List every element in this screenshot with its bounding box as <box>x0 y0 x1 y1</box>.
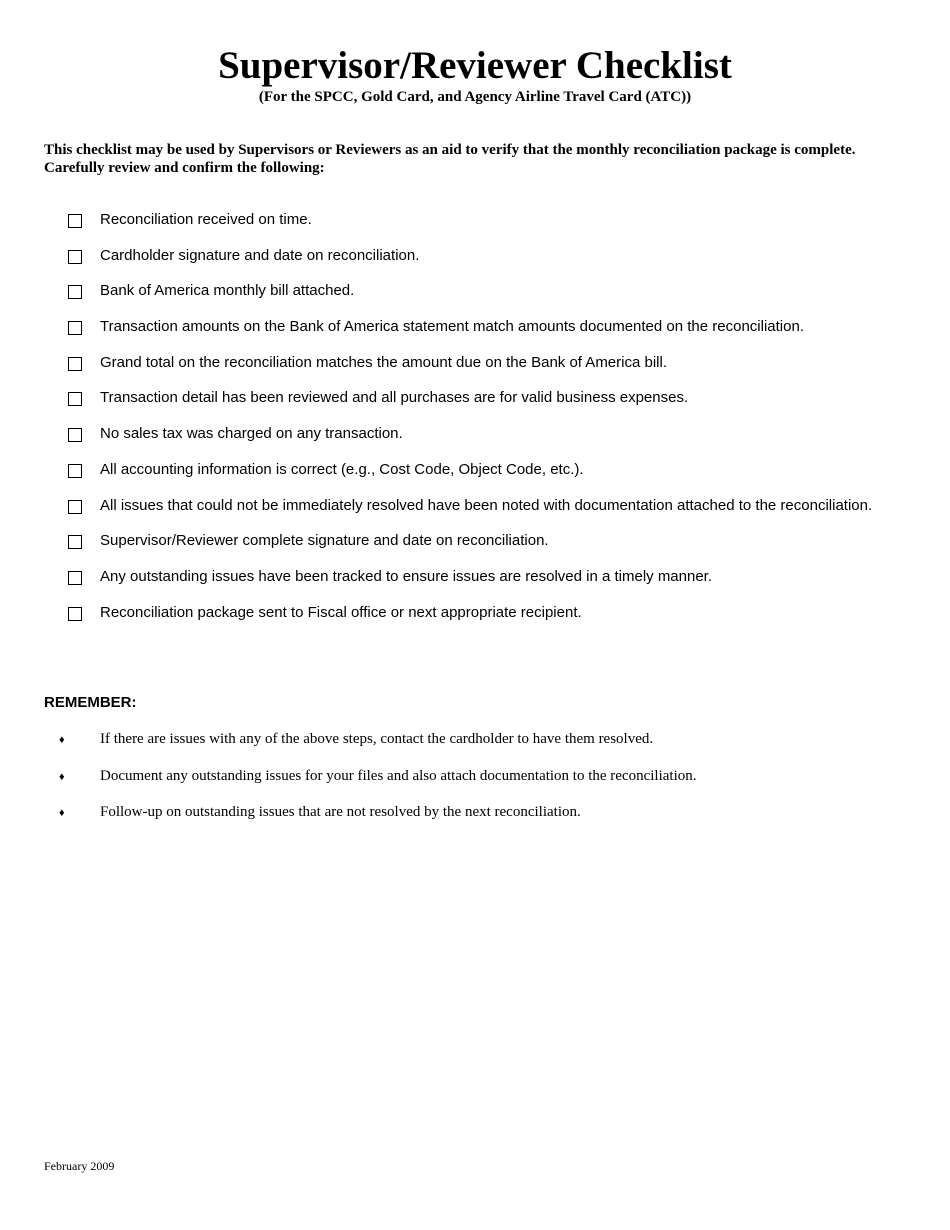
checklist-item[interactable] <box>0 453 950 489</box>
footer-date: February 2009 <box>44 1159 115 1173</box>
remember-item <box>0 803 950 840</box>
remember-item <box>0 730 950 767</box>
checklist-item-label: All accounting information is correct (e.g., Cost Code, Object Code, etc.). <box>100 460 584 478</box>
diamond-bullet-icon: ♦ <box>59 807 65 819</box>
checklist-item[interactable] <box>0 560 950 596</box>
page-title: Supervisor/Reviewer Checklist <box>218 44 732 87</box>
diamond-bullet-icon: ♦ <box>59 734 65 746</box>
checklist-item[interactable] <box>0 203 950 239</box>
checkbox[interactable] <box>68 500 82 514</box>
intro-paragraph <box>44 141 924 177</box>
checklist-item[interactable] <box>0 381 950 417</box>
checkbox[interactable] <box>68 464 82 478</box>
checkbox[interactable] <box>68 285 82 299</box>
checklist-item-label: Grand total on the reconciliation matches the amount due on the Bank of America bill. <box>100 353 667 371</box>
checkbox[interactable] <box>68 250 82 264</box>
checklist-item[interactable] <box>0 310 950 346</box>
checklist-item-label: No sales tax was charged on any transaction. <box>100 425 403 443</box>
checklist-item-label: Any outstanding issues have been tracked to ensure issues are resolved in a timely manner. <box>100 567 713 585</box>
remember-item <box>0 767 950 804</box>
checkbox[interactable] <box>68 392 82 406</box>
page-subtitle: (For the SPCC, Gold Card, and Agency Airline Travel Card (ATC)) <box>258 89 692 105</box>
checklist-item-label: All issues that could not be immediately resolved have been noted with documentation attached to the reconciliation. <box>100 496 873 514</box>
checklist-item[interactable] <box>0 239 950 275</box>
diamond-bullet-icon: ♦ <box>59 770 65 783</box>
checklist-item[interactable] <box>0 417 950 453</box>
checkbox[interactable] <box>68 535 82 549</box>
remember-list <box>0 730 950 840</box>
checklist-item-label: Cardholder signature and date on reconciliation. <box>100 246 420 264</box>
checkbox[interactable] <box>68 428 82 442</box>
remember-item-text: If there are issues with any of the above steps, contact the cardholder to have them resolved. <box>100 731 654 747</box>
checklist-item-label: Supervisor/Reviewer complete signature and date on reconciliation. <box>100 532 549 550</box>
checklist-item-label: Reconciliation received on time. <box>100 211 312 228</box>
checklist-item[interactable] <box>0 524 950 560</box>
checkbox[interactable] <box>68 571 82 585</box>
checklist <box>0 203 950 631</box>
remember-heading: REMEMBER: <box>44 694 137 711</box>
remember-item-text: Follow-up on outstanding issues that are not resolved by the next reconciliation. <box>100 804 581 820</box>
checklist-item-label: Transaction detail has been reviewed and all purchases are for valid business expenses. <box>100 389 689 407</box>
checklist-item-label: Transaction amounts on the Bank of America statement match amounts documented on the reconciliation. <box>100 318 804 336</box>
checkbox[interactable] <box>68 214 82 228</box>
checklist-item-label: Bank of America monthly bill attached. <box>100 282 355 300</box>
checkbox[interactable] <box>68 357 82 371</box>
checkbox[interactable] <box>68 607 82 621</box>
checkbox[interactable] <box>68 321 82 335</box>
intro-line-2: Carefully review and confirm the following: <box>44 160 325 176</box>
checklist-item[interactable] <box>0 346 950 382</box>
remember-item-text: Document any outstanding issues for your files and also attach documentation to the reconciliation. <box>100 767 697 784</box>
checklist-item[interactable] <box>0 489 950 525</box>
intro-line-1: This checklist may be used by Supervisors or Reviewers as an aid to verify that the monthly reconciliation package is complete. <box>44 142 856 158</box>
checklist-item-label: Reconciliation package sent to Fiscal office or next appropriate recipient. <box>100 603 582 621</box>
checklist-item[interactable] <box>0 596 950 632</box>
checklist-item[interactable] <box>0 274 950 310</box>
